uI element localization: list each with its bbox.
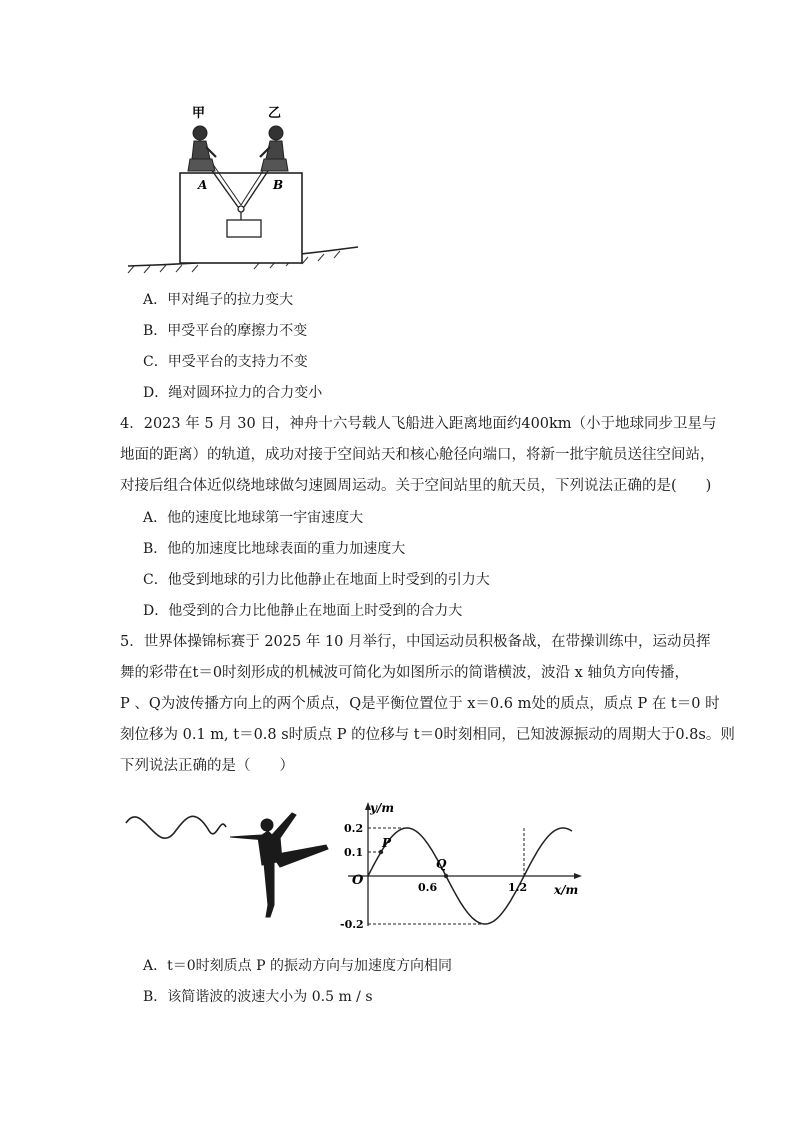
q4-line-2: 地面的距离）的轨道，成功对接于空间站天和核心舱径向端口，将新一批宇航员送往空间站， <box>120 447 715 463</box>
q5-line-2: 舞的彩带在t＝0时刻形成的机械波可简化为如图所示的简谐横波，波沿 x 轴负方向传播， <box>120 665 689 681</box>
y-tick-neg-0-2: -0.2 <box>340 918 364 931</box>
y-axis-label: y/m <box>370 801 395 815</box>
q5-line-3: P 、Q为波传播方向上的两个质点，Q是平衡位置位于 x＝0.6 m处的质点，质点 P 在 t＝0 时 <box>120 696 720 712</box>
x-axis-label: x/m <box>554 883 579 897</box>
q5-option-a: A．t＝0时刻质点 P 的振动方向与加速度方向相同 <box>143 958 452 974</box>
q4-option-c: C．他受到地球的引力比他静止在地面上时受到的引力大 <box>143 572 490 588</box>
label-a: A <box>198 178 208 192</box>
person-yi-icon <box>260 126 288 171</box>
origin-label: O <box>352 873 364 888</box>
q4-stem <box>120 409 717 502</box>
point-q-label: Q <box>436 857 447 871</box>
q4-option-d: D．他受到的合力比他静止在地面上时受到的合力大 <box>143 603 463 619</box>
q4-line-3: 对接后组合体近似绕地球做匀速圆周运动。关于空间站里的航天员，下列说法正确的是( ) <box>120 478 712 494</box>
q3-option-d: D．绳对圆环拉力的合力变小 <box>143 385 323 401</box>
point-p-label: P <box>382 836 392 850</box>
person-jia-icon <box>188 126 216 171</box>
label-yi: 乙 <box>268 106 282 121</box>
label-jia: 甲 <box>192 106 206 121</box>
q5-option-b: B．该简谐波的波速大小为 0.5 m / s <box>143 989 373 1005</box>
dancer-icon <box>230 813 328 917</box>
y-tick-0-2: 0.2 <box>344 822 364 835</box>
ribbon-dancer-figure <box>122 805 342 935</box>
x-tick-1-2: 1.2 <box>508 881 528 894</box>
wave-graph <box>340 798 590 938</box>
x-tick-0-6: 0.6 <box>418 881 438 894</box>
platform-figure <box>120 95 370 275</box>
q5-line-4: 刻位移为 0.1 m, t＝0.8 s时质点 P 的位移与 t＝0时刻相同，已知波源振动的周期大于0.8s。则 <box>120 727 735 743</box>
q3-option-a: A．甲对绳子的拉力变大 <box>143 292 294 308</box>
label-b: B <box>273 178 284 192</box>
q4-option-a: A．他的速度比地球第一宇宙速度大 <box>143 510 364 526</box>
y-tick-0-1: 0.1 <box>344 846 364 859</box>
q4-option-b: B．他的加速度比地球表面的重力加速度大 <box>143 541 406 557</box>
q3-option-c: C．甲受平台的支持力不变 <box>143 354 308 370</box>
q3-option-b: B．甲受平台的摩擦力不变 <box>143 323 308 339</box>
q5-line-1: 5．世界体操锦标赛于 2025 年 10 月举行，中国运动员积极备战，在带操训练中，运动员挥 <box>120 634 711 650</box>
q5-line-5: 下列说法正确的是（ ） <box>120 758 294 774</box>
q4-line-1: 4．2023 年 5 月 30 日，神舟十六号载人飞船进入距离地面约400km（小于地球同步卫星与 <box>120 416 717 432</box>
q5-stem <box>120 627 735 782</box>
